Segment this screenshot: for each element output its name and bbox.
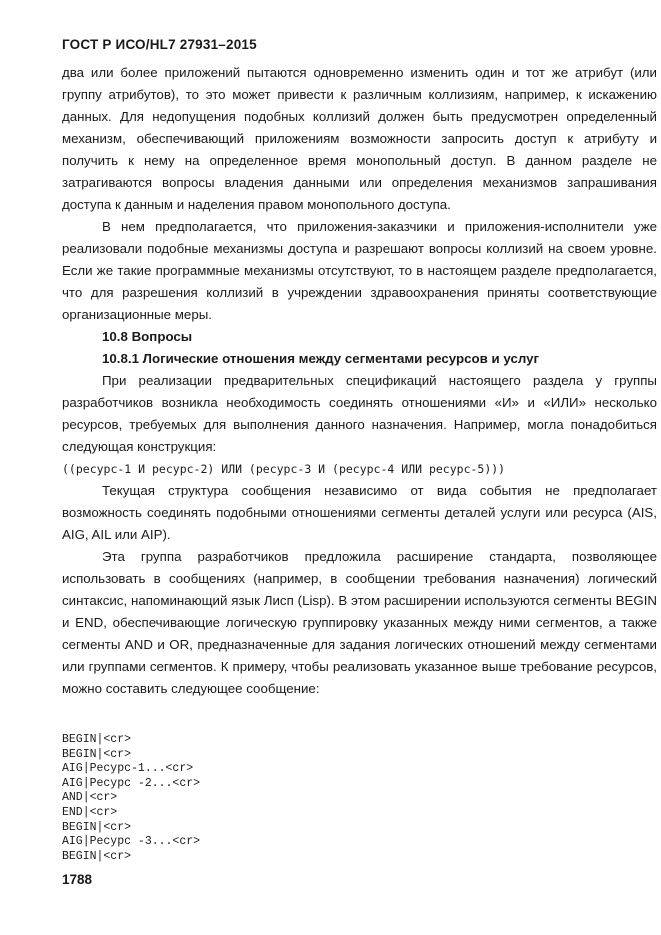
- code-line: AIG|Ресурс -3...<cr>: [62, 835, 201, 849]
- logical-formula: ((ресурс-1 И ресурс-2) ИЛИ (ресурс-3 И (ресурс-4 ИЛИ ресурс-5))): [62, 462, 506, 476]
- paragraph-message-structure: Текущая структура сообщения независимо от вида события не предполагает возможность соединять подобными отношениями сегменты деталей услуги или ресурса (AIS, AIG, AIL или AIP).: [62, 483, 657, 542]
- standard-header: ГОСТ Р ИСО/HL7 27931–2015: [62, 37, 257, 52]
- paragraph-lisp-extension: Эта группа разработчиков предложила расширение стандарта, позволяющее использовать в сообщениях (например, в сообщении требования назначения) логический синтаксис, напоминающий язык Лисп (Lisp). В этом расширении используются сегменты BEGIN и END, обеспечивающие логическую группировку указанных между ними сегментов, а также сегменты AND и OR, предназначенные для задания логических отношений между сегментами или группами сегментов. К примеру, чтобы реализовать указанное выше требование ресурсов, можно составить следующее сообщение:: [62, 549, 657, 696]
- code-line: AND|<cr>: [62, 791, 118, 805]
- code-line: BEGIN|<cr>: [62, 849, 132, 863]
- code-example: [62, 733, 200, 864]
- paragraph-collisions: два или более приложений пытаются одновременно изменить один и тот же атрибут (или группу атрибутов), то это может привести к различным коллизиям, например, к искажению данных. Для недопущения подобных коллизий должен быть предусмотрен определенный механизм, обеспечивающий приложениям возможности запросить доступ к атрибуту и получить к нему на определенное время монопольный доступ. В данном разделе не затрагиваются вопросы владения данными или определения механизмов запрашивания доступа к данным и наделения правом монопольного доступа.: [62, 65, 657, 212]
- paragraph-access-mechanisms: В нем предполагается, что приложения-заказчики и приложения-исполнители уже реализовали подобные механизмы доступа и разрешают вопросы коллизий на своем уровне. Если же такие программные механизмы отсутствуют, то в настоящем разделе предполагается, что для разрешения коллизий в учреждении здравоохранения приняты соответствующие организационные меры.: [62, 219, 657, 322]
- section-heading: 10.8 Вопросы: [102, 329, 193, 344]
- code-line: BEGIN|<cr>: [62, 733, 132, 746]
- code-line: AIG|Ресурс-1...<cr>: [62, 762, 194, 776]
- code-line: END|<cr>: [62, 805, 118, 819]
- code-line: BEGIN|<cr>: [62, 747, 132, 761]
- body-text: [62, 62, 657, 700]
- subsection-heading: 10.8.1 Логические отношения между сегментами ресурсов и услуг: [102, 351, 540, 366]
- code-line: BEGIN|<cr>: [62, 820, 132, 834]
- code-line: AIG|Ресурс -2...<cr>: [62, 776, 201, 790]
- page-number: 1788: [62, 872, 93, 887]
- paragraph-and-or: При реализации предварительных спецификаций настоящего раздела у группы разработчиков возникла необходимость соединять отношениями «И» и «ИЛИ» несколько ресурсов, требуемых для выполнения данного назначения. Например, могла понадобиться следующая конструкция:: [62, 373, 657, 454]
